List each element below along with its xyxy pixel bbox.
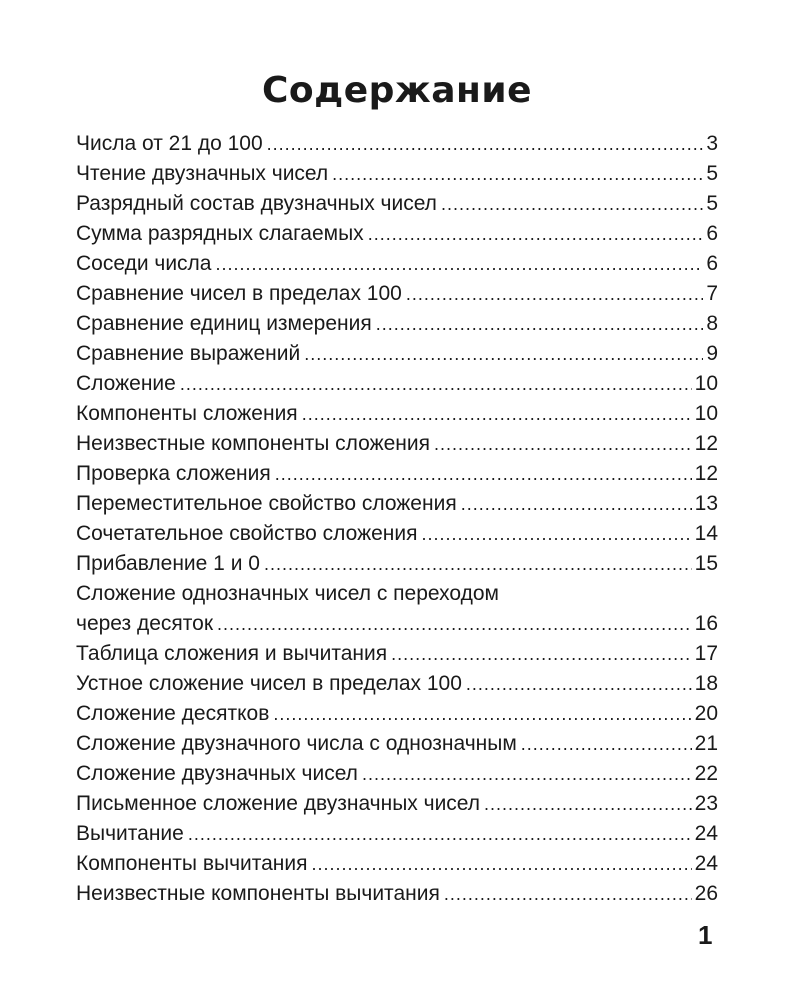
page-title: Содержание xyxy=(261,70,533,111)
toc-entry-title: Сравнение единиц измерения xyxy=(76,312,372,335)
toc-entry-page: 15 xyxy=(694,552,718,575)
dot-leader xyxy=(362,759,692,789)
dot-leader xyxy=(216,249,704,279)
toc-entry-page: 7 xyxy=(706,282,718,305)
toc-entry-title: Разрядный состав двузначных чисел xyxy=(76,192,437,215)
toc-entry-page: 3 xyxy=(706,132,718,155)
toc-entry[interactable] xyxy=(76,699,718,729)
toc-entry-page: 24 xyxy=(694,852,718,875)
toc-entry[interactable] xyxy=(76,279,718,309)
toc-entry-title: Компоненты сложения xyxy=(76,402,298,425)
toc-entry[interactable] xyxy=(76,489,718,519)
dot-leader xyxy=(434,429,692,459)
toc-entry-page: 20 xyxy=(694,702,718,725)
dot-leader xyxy=(368,219,704,249)
table-of-contents xyxy=(76,129,718,909)
toc-entry-title: Сложение десятков xyxy=(76,702,270,725)
toc-entry[interactable] xyxy=(76,249,718,279)
toc-entry-page: 22 xyxy=(694,762,718,785)
dot-leader xyxy=(461,489,692,519)
toc-entry[interactable] xyxy=(76,549,718,579)
dot-leader xyxy=(391,639,692,669)
toc-entry[interactable] xyxy=(76,459,718,489)
toc-entry-title: Устное сложение чисел в пределах 100 xyxy=(76,672,462,695)
toc-entry-title: Сумма разрядных слагаемых xyxy=(76,222,364,245)
toc-entry-page: 8 xyxy=(706,312,718,335)
toc-entry-page: 5 xyxy=(706,162,718,185)
toc-entry[interactable] xyxy=(76,609,718,639)
dot-leader xyxy=(180,369,692,399)
toc-entry[interactable] xyxy=(76,159,718,189)
toc-entry-title: через десяток xyxy=(76,612,214,635)
toc-entry-title: Сложение двузначных чисел xyxy=(76,762,358,785)
toc-entry-page: 13 xyxy=(694,492,718,515)
toc-entry[interactable] xyxy=(76,429,718,459)
toc-entry[interactable] xyxy=(76,399,718,429)
toc-entry[interactable] xyxy=(76,729,718,759)
dot-leader xyxy=(275,459,692,489)
dot-leader xyxy=(422,519,692,549)
toc-entry-page: 6 xyxy=(706,222,718,245)
toc-entry[interactable] xyxy=(76,519,718,549)
dot-leader xyxy=(267,129,704,159)
toc-entry[interactable] xyxy=(76,849,718,879)
toc-entry-page: 12 xyxy=(694,462,718,485)
dot-leader xyxy=(376,309,704,339)
dot-leader xyxy=(273,699,691,729)
toc-entry-title: Сравнение выражений xyxy=(76,342,301,365)
dot-leader xyxy=(444,879,692,909)
toc-entry[interactable] xyxy=(76,309,718,339)
toc-entry[interactable] xyxy=(76,219,718,249)
toc-entry[interactable] xyxy=(76,639,718,669)
dot-leader xyxy=(188,819,692,849)
toc-entry-title: Неизвестные компоненты сложения xyxy=(76,432,430,455)
toc-entry-title: Сочетательное свойство сложения xyxy=(76,522,418,545)
toc-entry[interactable] xyxy=(76,339,718,369)
toc-entry-title: Переместительное свойство сложения xyxy=(76,492,457,515)
toc-entry[interactable] xyxy=(76,879,718,909)
dot-leader xyxy=(302,399,692,429)
dot-leader xyxy=(521,729,692,759)
dot-leader xyxy=(441,189,703,219)
toc-entry-page: 12 xyxy=(694,432,718,455)
toc-entry[interactable] xyxy=(76,369,718,399)
toc-entry[interactable] xyxy=(76,669,718,699)
toc-entry-title: Вычитание xyxy=(76,822,184,845)
dot-leader xyxy=(466,669,692,699)
toc-entry-page: 6 xyxy=(706,252,718,275)
toc-entry-page: 23 xyxy=(694,792,718,815)
toc-entry-title: Соседи числа xyxy=(76,252,212,275)
toc-entry-page: 26 xyxy=(694,882,718,905)
toc-entry-title: Сложение xyxy=(76,372,176,395)
toc-entry-page: 24 xyxy=(694,822,718,845)
toc-entry-page: 18 xyxy=(694,672,718,695)
toc-entry-page: 10 xyxy=(694,402,718,425)
dot-leader xyxy=(332,159,703,189)
dot-leader xyxy=(304,339,703,369)
toc-entry-title: Сравнение чисел в пределах 100 xyxy=(76,282,402,305)
toc-entry-page: 5 xyxy=(706,192,718,215)
page-number: 1 xyxy=(698,920,713,950)
dot-leader xyxy=(406,279,703,309)
toc-entry-first-line[interactable] xyxy=(76,579,718,609)
toc-entry-title: Числа от 21 до 100 xyxy=(76,132,263,155)
toc-entry[interactable] xyxy=(76,129,718,159)
toc-entry-page: 17 xyxy=(694,642,718,665)
dot-leader xyxy=(312,849,692,879)
toc-entry-title: Проверка сложения xyxy=(76,462,271,485)
dot-leader xyxy=(484,789,692,819)
toc-entry[interactable] xyxy=(76,819,718,849)
toc-entry-title: Чтение двузначных чисел xyxy=(76,162,329,185)
toc-entry-title-line1: Сложение однозначных чисел с переходом xyxy=(76,582,499,605)
toc-entry-title: Прибавление 1 и 0 xyxy=(76,552,260,575)
toc-entry[interactable] xyxy=(76,189,718,219)
toc-entry-title: Таблица сложения и вычитания xyxy=(76,642,388,665)
toc-entry-page: 10 xyxy=(694,372,718,395)
dot-leader xyxy=(264,549,692,579)
toc-entry-page: 9 xyxy=(706,342,718,365)
toc-entry-title: Неизвестные компоненты вычитания xyxy=(76,882,440,905)
toc-entry-page: 21 xyxy=(694,732,718,755)
toc-entry-title: Сложение двузначного числа с однозначным xyxy=(76,732,517,755)
toc-entry-title: Письменное сложение двузначных чисел xyxy=(76,792,481,815)
toc-entry-page: 16 xyxy=(694,612,718,635)
toc-entry[interactable] xyxy=(76,789,718,819)
toc-entry-title: Компоненты вычитания xyxy=(76,852,308,875)
toc-entry-page: 14 xyxy=(694,522,718,545)
dot-leader xyxy=(217,609,692,639)
toc-entry[interactable] xyxy=(76,759,718,789)
